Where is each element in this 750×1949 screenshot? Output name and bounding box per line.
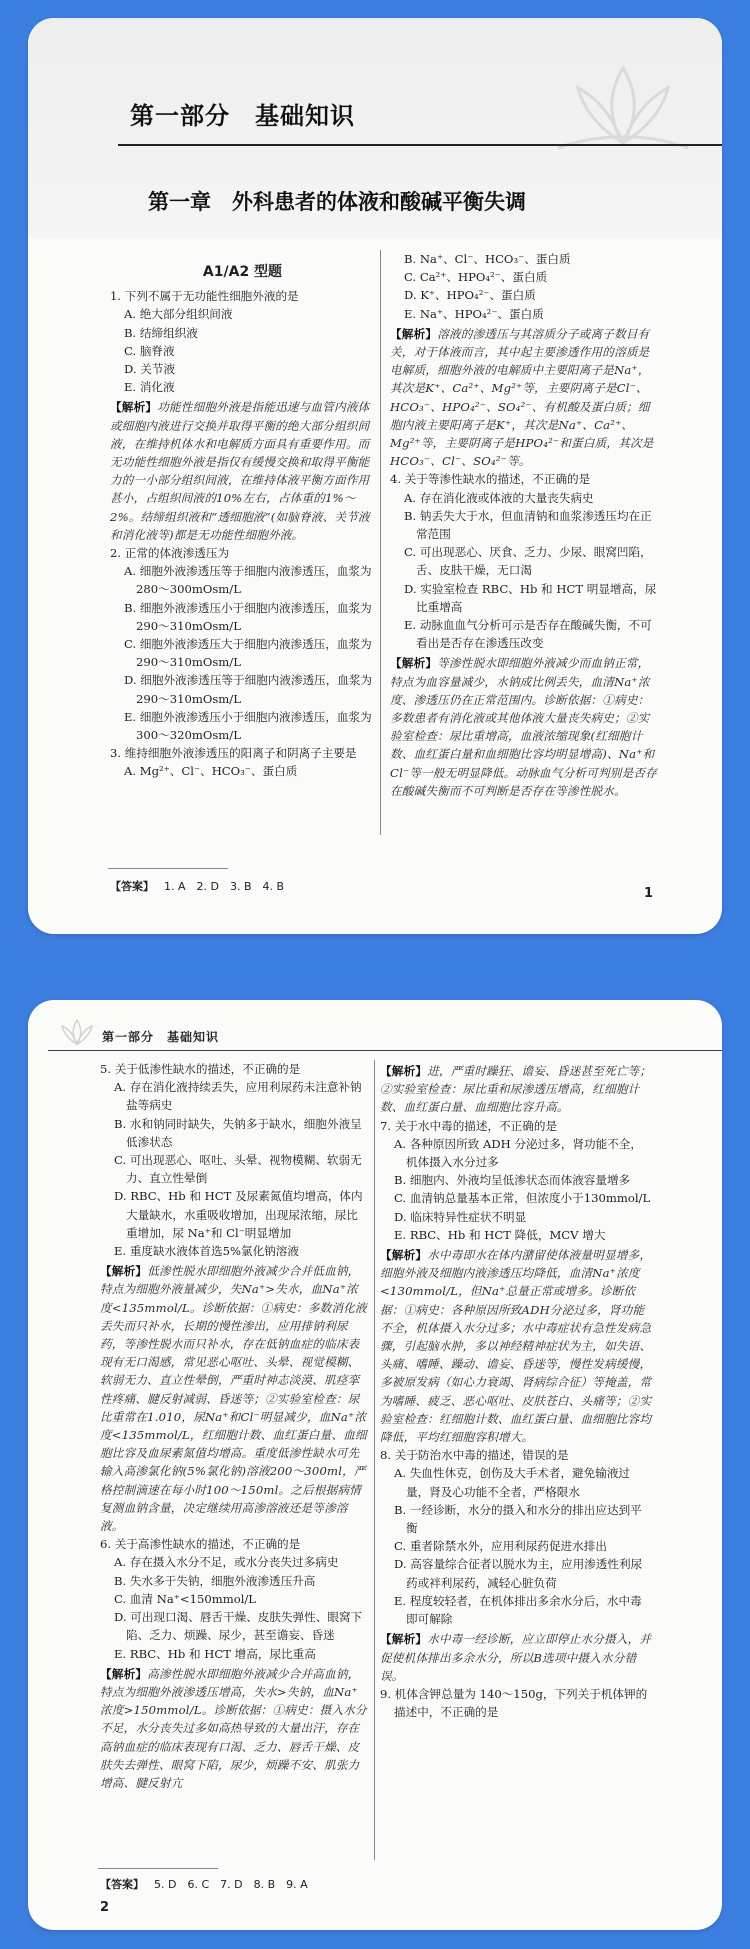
analysis-label: 【解析】 <box>100 1264 148 1279</box>
answer-option: D. RBC、Hb 和 HCT 及尿素氮值均增高，体内大量缺水，水重吸收增加，出现尿浓缩，尿比重增加，尿 Na⁺和 Cl⁻明显增加 <box>114 1189 363 1240</box>
question-block <box>110 544 375 744</box>
lotus-watermark-icon <box>548 58 698 158</box>
answer-option: E. 消化液 <box>124 380 175 395</box>
answer-rule <box>98 1868 218 1869</box>
answer-option: B. Na⁺、Cl⁻、HCO₃⁻、蛋白质 <box>404 252 571 266</box>
answer-option: A. 失血性休克，创伤及大手术者，避免输液过量，肾及心功能不全者，严格限水 <box>394 1466 631 1499</box>
analysis-text: 等渗性脱水即细胞外液减少而血钠正常，特点为血容量减少，水钠成比例丢失，血清Na⁺浓度、渗透压仍在正常范围内。诊断依据：①病史：多数患者有消化液或其他体液大量丧失病史；②实验室检查：尿比重增高，血液浓缩现象(红细胞计数、血红蛋白量和血细胞比容均明显增高)、Na⁺和Cl⁻等一般无明显降低。动脉血气分析可判别是否存在酸碱失衡而不可判断是否存在等渗性脱水。 <box>390 656 657 798</box>
question-block <box>100 1060 368 1535</box>
analysis-paragraph <box>100 1665 368 1792</box>
answer-rule <box>108 868 228 869</box>
part-title: 第一部分 基础知识 <box>130 102 355 130</box>
book-page-2 <box>28 1000 722 1930</box>
question-block <box>390 470 658 800</box>
question-stem: 8. 关于防治水中毒的描述，错误的是 <box>380 1448 569 1463</box>
answer-option: B. 细胞外液渗透压小于细胞内液渗透压，血浆为290～310mOsm/L <box>124 600 372 633</box>
answer-option: D. K⁺、HPO₄²⁻、蛋白质 <box>404 288 536 303</box>
answer-key-label: 【答案】 <box>100 1878 144 1891</box>
answer-option: B. 失水多于失钠，细胞外液渗透压升高 <box>114 1573 316 1588</box>
analysis-label: 【解析】 <box>380 1064 428 1078</box>
analysis-label: 【解析】 <box>390 656 438 671</box>
question-block <box>380 1685 652 1721</box>
answer-option: D. 高容量综合征者以脱水为主，应用渗透性利尿药或袢利尿药，减轻心脏负荷 <box>394 1557 643 1590</box>
answer-option: C. Ca²⁺、HPO₄²⁻、蛋白质 <box>404 270 548 285</box>
question-block <box>110 744 375 780</box>
question-block <box>390 250 658 470</box>
answer-option: E. 重度缺水液体首选5%氯化钠溶液 <box>114 1244 299 1259</box>
answer-option: E. 程度较轻者，在机体排出多余水分后，水中毒即可解除 <box>394 1593 642 1627</box>
question-stem: 2. 正常的体液渗透压为 <box>110 546 230 561</box>
book-page-1 <box>28 18 722 934</box>
page-number: 2 <box>100 1900 110 1915</box>
answer-option: C. 可出现恶心、呕吐、头晕、视物模糊、软弱无力、直立性晕倒 <box>114 1153 362 1186</box>
answer-option: B. 细胞内、外液均呈低渗状态而体液容量增多 <box>394 1173 631 1188</box>
question-stem: 1. 下列不属于无功能性细胞外液的是 <box>110 289 299 304</box>
answer-option: E. 细胞外液渗透压小于细胞内液渗透压，血浆为300～320mOsm/L <box>124 709 372 743</box>
answer-option: C. 血清 Na⁺<150mmol/L <box>114 1591 257 1606</box>
answer-key-label: 【答案】 <box>110 880 154 893</box>
question-stem: 3. 维持细胞外液渗透压的阳离子和阴离子主要是 <box>110 746 357 761</box>
page2-right-column <box>380 1060 652 1721</box>
page1-right-column <box>390 250 658 800</box>
answer-key-values: 1. A 2. D 3. B 4. B <box>164 880 285 893</box>
question-block <box>380 1446 652 1685</box>
analysis-paragraph <box>100 1262 368 1535</box>
answer-option: A. 细胞外液渗透压等于细胞内液渗透压，血浆为280～300mOsm/L <box>124 564 372 597</box>
answer-option: C. 可出现恶心、厌食、乏力、少尿、眼窝凹陷，舌、皮肤干燥，无口渴 <box>404 545 652 578</box>
answer-option: E. RBC、Hb 和 HCT 增高，尿比重高 <box>114 1646 316 1661</box>
question-block <box>380 1117 652 1447</box>
answer-key <box>100 1876 308 1892</box>
answer-option: D. 实验室检查 RBC、Hb 和 HCT 明显增高，尿比重增高 <box>404 581 657 614</box>
answer-option: C. 脑脊液 <box>124 343 175 358</box>
analysis-text: 水中毒一经诊断，应立即停止水分摄入，并促使机体排出多余水分，所以B选项中摄入水分错误。 <box>380 1632 652 1683</box>
question-stem: 6. 关于高渗性缺水的描述，不正确的是 <box>100 1537 301 1552</box>
analysis-paragraph <box>380 1630 652 1685</box>
part-title-rule <box>118 144 722 146</box>
analysis-text: 低渗性脱水即细胞外液减少合并低血钠，特点为细胞外液量减少，失Na⁺>失水，血Na⁺浓度<135mmol/L。诊断依据：①病史：多数消化液丢失而只补水，长期的慢性渗出，应用排钠利尿药，等渗性脱水而只补水，存在低钠血症的临床表现有无口渴感，常见恶心呕吐、头晕、视觉模糊、软弱无力、直立性晕倒，严重时神志淡漠、肌痉挛性疼痛、腱反射减弱、昏迷等；②实验室检查：尿比重常在1.010，尿Na⁺和Cl⁻明显减少，血Na⁺浓度<135mmol/L，红细胞计数、血红蛋白量、血细胞比容及血尿素氮值均增高。重度低渗性缺水可先输入高渗氯化钠(5%氯化钠)溶液200～300ml，严格控制滴速在每小时100～150ml。之后根据病情复测血钠含量，决定继续用高渗溶液还是等渗溶液。 <box>100 1264 367 1534</box>
answer-key <box>110 878 284 894</box>
answer-option: E. Na⁺、HPO₄²⁻、蛋白质 <box>404 306 544 321</box>
running-head <box>28 1000 722 1058</box>
question-stem: 5. 关于低渗性缺水的描述，不正确的是 <box>100 1062 301 1076</box>
column-divider <box>374 1060 375 1860</box>
page2-left-column <box>100 1060 368 1792</box>
answer-option: A. 绝大部分组织间液 <box>124 307 233 322</box>
answer-option: C. 细胞外液渗透压大于细胞内液渗透压，血浆为290～310mOsm/L <box>124 637 372 670</box>
section-title: A1/A2 型题 <box>202 264 283 280</box>
analysis-label: 【解析】 <box>380 1632 428 1647</box>
question-stem: 4. 关于等渗性缺水的描述，不正确的是 <box>390 472 591 487</box>
analysis-text: 功能性细胞外液是指能迅速与血管内液体或细胞内液进行交换并取得平衡的绝大部分组织间液，在维持机体水和电解质方面具有重要作用。而无功能性细胞外液是指仅有缓慢交换和取得平衡能力的一小部分组织间液，在维持体液平衡方面作用甚小，占组织间液的10%左右，占体重的1%～2%。结缔组织液和“透细胞液”(如脑脊液、关节液和消化液等)都是无功能性细胞外液。 <box>110 400 370 542</box>
question-block <box>110 287 375 544</box>
column-divider <box>380 250 381 835</box>
answer-option: A. 存在消化液或体液的大量丧失病史 <box>404 490 594 505</box>
answer-option: D. 临床特异性症状不明显 <box>394 1209 527 1224</box>
analysis-paragraph <box>380 1246 652 1446</box>
analysis-paragraph <box>390 654 658 800</box>
analysis-paragraph <box>380 1062 652 1117</box>
analysis-text: 溶液的渗透压与其溶质分子或离子数目有关，对于体液而言，其中起主要渗透作用的溶质是电解质，细胞外液的电解质中主要阳离子是Na⁺，其次是K⁺、Ca²⁺、Mg²⁺等，主要阴离子是Cl⁻、HCO₃⁻、HPO₄²⁻、SO₄²⁻、有机酸及蛋白质；细胞内液主要阳离子是K⁺，其次是Na⁺、Ca²⁺、Mg²⁺等，主要阴离子是HPO₄²⁻和蛋白质，其次是HCO₃⁻、Cl⁻、SO₄²⁻等。 <box>390 326 654 469</box>
answer-option: B. 钠丢失大于水，但血清钠和血浆渗透压均在正常范围 <box>404 508 652 542</box>
question-block <box>380 1062 652 1117</box>
question-block <box>100 1535 368 1792</box>
answer-option: D. 可出现口渴、唇舌干燥、皮肤失弹性、眼窝下陷、乏力、烦躁、尿少，甚至谵妄、昏迷 <box>114 1610 363 1643</box>
analysis-text: 进，严重时躁狂、谵妄、昏迷甚至死亡等；②实验室检查：尿比重和尿渗透压增高，红细胞计数、血红蛋白量、血细胞比容升高。 <box>380 1064 652 1115</box>
answer-option: B. 结缔组织液 <box>124 325 198 340</box>
answer-option: D. 关节液 <box>124 362 176 377</box>
analysis-label: 【解析】 <box>380 1248 428 1263</box>
lotus-header-icon <box>54 1016 100 1050</box>
answer-option: A. Mg²⁺、Cl⁻、HCO₃⁻、蛋白质 <box>124 764 298 779</box>
analysis-paragraph <box>390 325 658 471</box>
answer-option: D. 细胞外液渗透压等于细胞内液渗透压，血浆为290～310mOsm/L <box>124 673 373 706</box>
analysis-label: 【解析】 <box>110 400 158 415</box>
analysis-text: 高渗性脱水即细胞外液减少合并高血钠，特点为细胞外液渗透压增高，失水>失钠，血Na⁺浓度>150mmol/L。诊断依据：①病史：摄入水分不足，水分丧失过多如高热导致的大量出汗，存在高钠血症的临床表现有口渴、乏力、唇舌干燥、皮肤失去弹性、眼窝下陷，尿少，烦躁不安、肌张力增高、腱反射亢 <box>100 1666 367 1790</box>
page1-left-column <box>110 263 375 781</box>
running-head-title: 第一部分 基础知识 <box>102 1030 220 1044</box>
answer-option: B. 水和钠同时缺失，失钠多于缺水，细胞外液呈低渗状态 <box>114 1116 362 1149</box>
answer-key-values: 5. D 6. C 7. D 8. B 9. A <box>154 1878 308 1891</box>
analysis-label: 【解析】 <box>100 1666 148 1681</box>
answer-option: E. RBC、Hb 和 HCT 降低，MCV 增大 <box>394 1227 606 1242</box>
question-stem: 7. 关于水中毒的描述，不正确的是 <box>380 1118 558 1133</box>
answer-option: C. 重者除禁水外，应用利尿药促进水排出 <box>394 1539 607 1554</box>
answer-option: A. 各种原因所致 ADH 分泌过多，肾功能不全，机体摄入水分过多 <box>394 1136 642 1170</box>
answer-option: A. 存在消化液持续丢失，应用利尿药未注意补钠盐等病史 <box>114 1080 362 1113</box>
answer-option: A. 存在摄入水分不足，或水分丧失过多病史 <box>114 1555 339 1570</box>
question-stem: 9. 机体含钾总量为 140～150g，下列关于机体钾的描述中，不正确的是 <box>380 1686 648 1720</box>
running-head-rule <box>48 1050 722 1051</box>
analysis-paragraph <box>110 398 375 544</box>
analysis-text: 水中毒即水在体内潴留使体液量明显增多，细胞外液及细胞内液渗透压均降低，血清Na⁺浓度<130mmol/L，但Na⁺总量正常或增多。诊断依据：①病史：各种原因所致ADH分泌过多，肾功能不全，机体摄入水分过多；水中毒症状有急性发病急骤，引起脑水肿，多以神经精神症状为主，如失语、头痛、嗜睡、躁动、谵妄、昏迷等，慢性发病缓慢，多被原发病（如心力衰竭、肾病综合征）等掩盖，常为嗜睡、疲乏、恶心呕吐、皮肤苍白、头痛等；②实验室检查：红细胞计数、血红蛋白量、血细胞比容均降低，平均红细胞容积增大。 <box>380 1248 652 1445</box>
answer-option: E. 动脉血血气分析可示是否存在酸碱失衡，不可看出是否存在渗透压改变 <box>404 618 652 651</box>
answer-option: B. 一经诊断，水分的摄入和水分的排出应达到平衡 <box>394 1502 642 1536</box>
answer-option: C. 血清钠总量基本正常，但浓度小于130mmol/L <box>394 1191 651 1206</box>
chapter-title: 第一章 外科患者的体液和酸碱平衡失调 <box>148 190 526 214</box>
page-number: 1 <box>644 886 654 901</box>
analysis-label: 【解析】 <box>390 326 438 341</box>
